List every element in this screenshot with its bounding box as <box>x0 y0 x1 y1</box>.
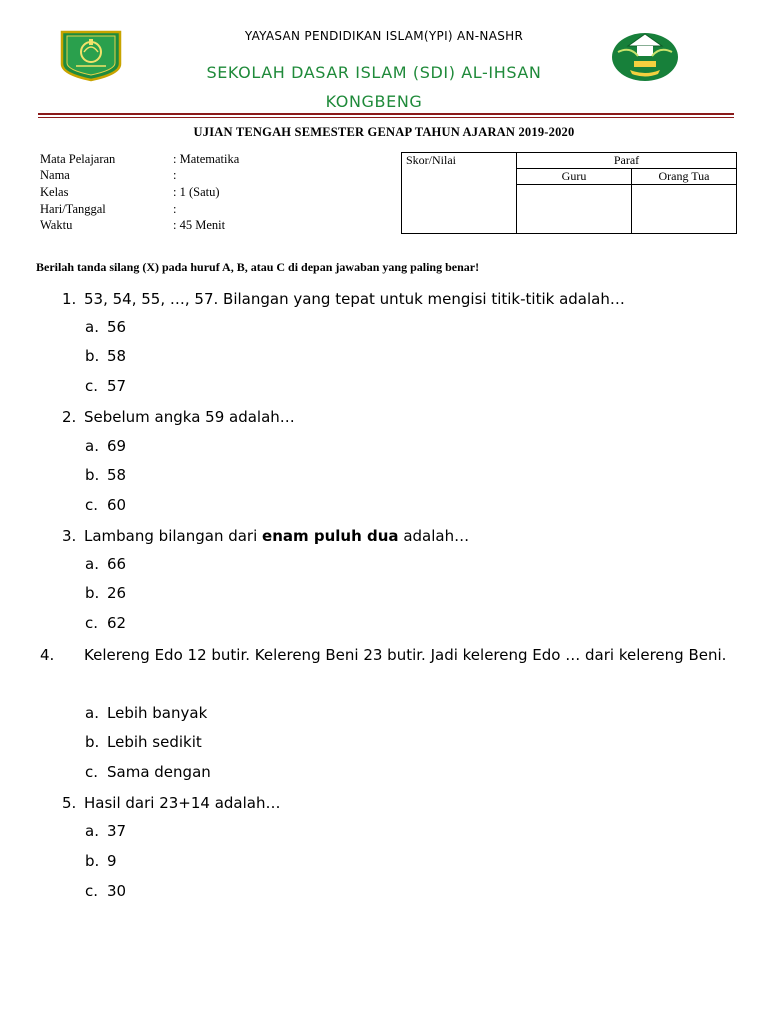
option-letter: a. <box>85 437 99 455</box>
option-5c <box>85 882 126 900</box>
info-value-time: : 45 Menit <box>173 218 226 232</box>
option-letter: b. <box>85 852 100 870</box>
option-text: 26 <box>107 584 127 602</box>
question-number: 3. <box>62 527 77 545</box>
option-2b <box>85 466 126 484</box>
info-label-name: Nama <box>40 168 70 182</box>
header-divider-top <box>38 113 734 115</box>
option-2c <box>85 496 126 514</box>
question-text: Kelereng Edo 12 butir. Kelereng Beni 23 butir. Jadi kelereng Edo … dari kelereng Beni. <box>84 646 727 664</box>
option-1c <box>85 377 126 395</box>
parent-header-cell <box>632 169 737 185</box>
question-1 <box>62 284 732 314</box>
option-3c <box>85 614 126 632</box>
option-5b <box>85 852 117 870</box>
info-label-class: Kelas <box>40 185 69 199</box>
option-letter: a. <box>85 555 99 573</box>
instruction: Berilah tanda silang (X) pada huruf A, B, atau C di depan jawaban yang paling benar! <box>36 260 480 274</box>
score-signature-table <box>401 152 737 234</box>
school-location: KONGBENG <box>325 92 423 111</box>
question-text-start: Lambang bilangan dari <box>84 527 263 545</box>
question-text: Hasil dari 23+14 adalah… <box>84 794 281 812</box>
guru-label: Guru <box>561 169 587 183</box>
question-3 <box>62 521 732 551</box>
option-2a <box>85 437 126 455</box>
option-1b <box>85 347 126 365</box>
option-text: Lebih sedikit <box>107 733 202 751</box>
option-text: 62 <box>107 614 127 632</box>
option-letter: b. <box>85 733 100 751</box>
question-text-emphasis: enam puluh dua <box>262 527 399 545</box>
info-label-subject: Mata Pelajaran <box>40 152 116 166</box>
info-value-class: : 1 (Satu) <box>173 185 220 199</box>
question-2 <box>62 402 732 432</box>
option-letter: c. <box>85 763 99 781</box>
option-text: Lebih banyak <box>107 704 208 722</box>
option-letter: c. <box>85 496 99 514</box>
option-letter: a. <box>85 318 99 336</box>
score-label: Skor/Nilai <box>406 153 456 167</box>
option-text: 66 <box>107 555 127 573</box>
guru-header-cell <box>517 169 632 185</box>
option-text: 58 <box>107 466 127 484</box>
question-5 <box>62 788 732 818</box>
option-1a <box>85 318 126 336</box>
info-label-time: Waktu <box>40 218 73 232</box>
option-letter: c. <box>85 882 99 900</box>
option-letter: b. <box>85 347 100 365</box>
option-letter: c. <box>85 377 99 395</box>
exam-title: UJIAN TENGAH SEMESTER GENAP TAHUN AJARAN 2019-2020 <box>193 125 575 139</box>
paraf-label: Paraf <box>613 153 640 167</box>
info-value-date: : <box>173 202 177 216</box>
info-value-name: : <box>173 168 177 182</box>
school-name: SEKOLAH DASAR ISLAM (SDI) AL-IHSAN <box>206 63 542 82</box>
guru-signature-cell <box>517 185 632 234</box>
header-divider-bottom <box>38 117 734 118</box>
option-text: 60 <box>107 496 127 514</box>
option-letter: b. <box>85 466 100 484</box>
option-4a <box>85 704 207 722</box>
option-text: 58 <box>107 347 127 365</box>
option-letter: a. <box>85 822 99 840</box>
question-text-end: adalah… <box>398 527 470 545</box>
option-5a <box>85 822 126 840</box>
option-text: 57 <box>107 377 127 395</box>
foundation-name: YAYASAN PENDIDIKAN ISLAM(YPI) AN-NASHR <box>244 29 524 43</box>
question-number: 4. <box>40 646 55 664</box>
option-3b <box>85 584 126 602</box>
question-number: 2. <box>62 408 77 426</box>
option-text: 37 <box>107 822 127 840</box>
parent-signature-cell <box>632 185 737 234</box>
option-text: 69 <box>107 437 127 455</box>
option-text: 56 <box>107 318 127 336</box>
option-text: Sama dengan <box>107 763 211 781</box>
question-number: 1. <box>62 290 77 308</box>
option-3a <box>85 555 126 573</box>
option-4b <box>85 733 202 751</box>
question-number: 5. <box>62 794 77 812</box>
option-letter: c. <box>85 614 99 632</box>
info-value-subject: : Matematika <box>173 152 240 166</box>
paraf-header-cell <box>517 153 737 169</box>
question-text: Sebelum angka 59 adalah… <box>84 408 295 426</box>
option-text: 30 <box>107 882 127 900</box>
parent-label: Orang Tua <box>658 169 710 183</box>
option-letter: b. <box>85 584 100 602</box>
info-label-date: Hari/Tanggal <box>40 202 106 216</box>
score-cell <box>402 153 517 234</box>
option-letter: a. <box>85 704 99 722</box>
option-4c <box>85 763 211 781</box>
question-4 <box>40 640 732 670</box>
question-text: 53, 54, 55, …, 57. Bilangan yang tepat untuk mengisi titik-titik adalah… <box>84 290 625 308</box>
option-text: 9 <box>107 852 117 870</box>
